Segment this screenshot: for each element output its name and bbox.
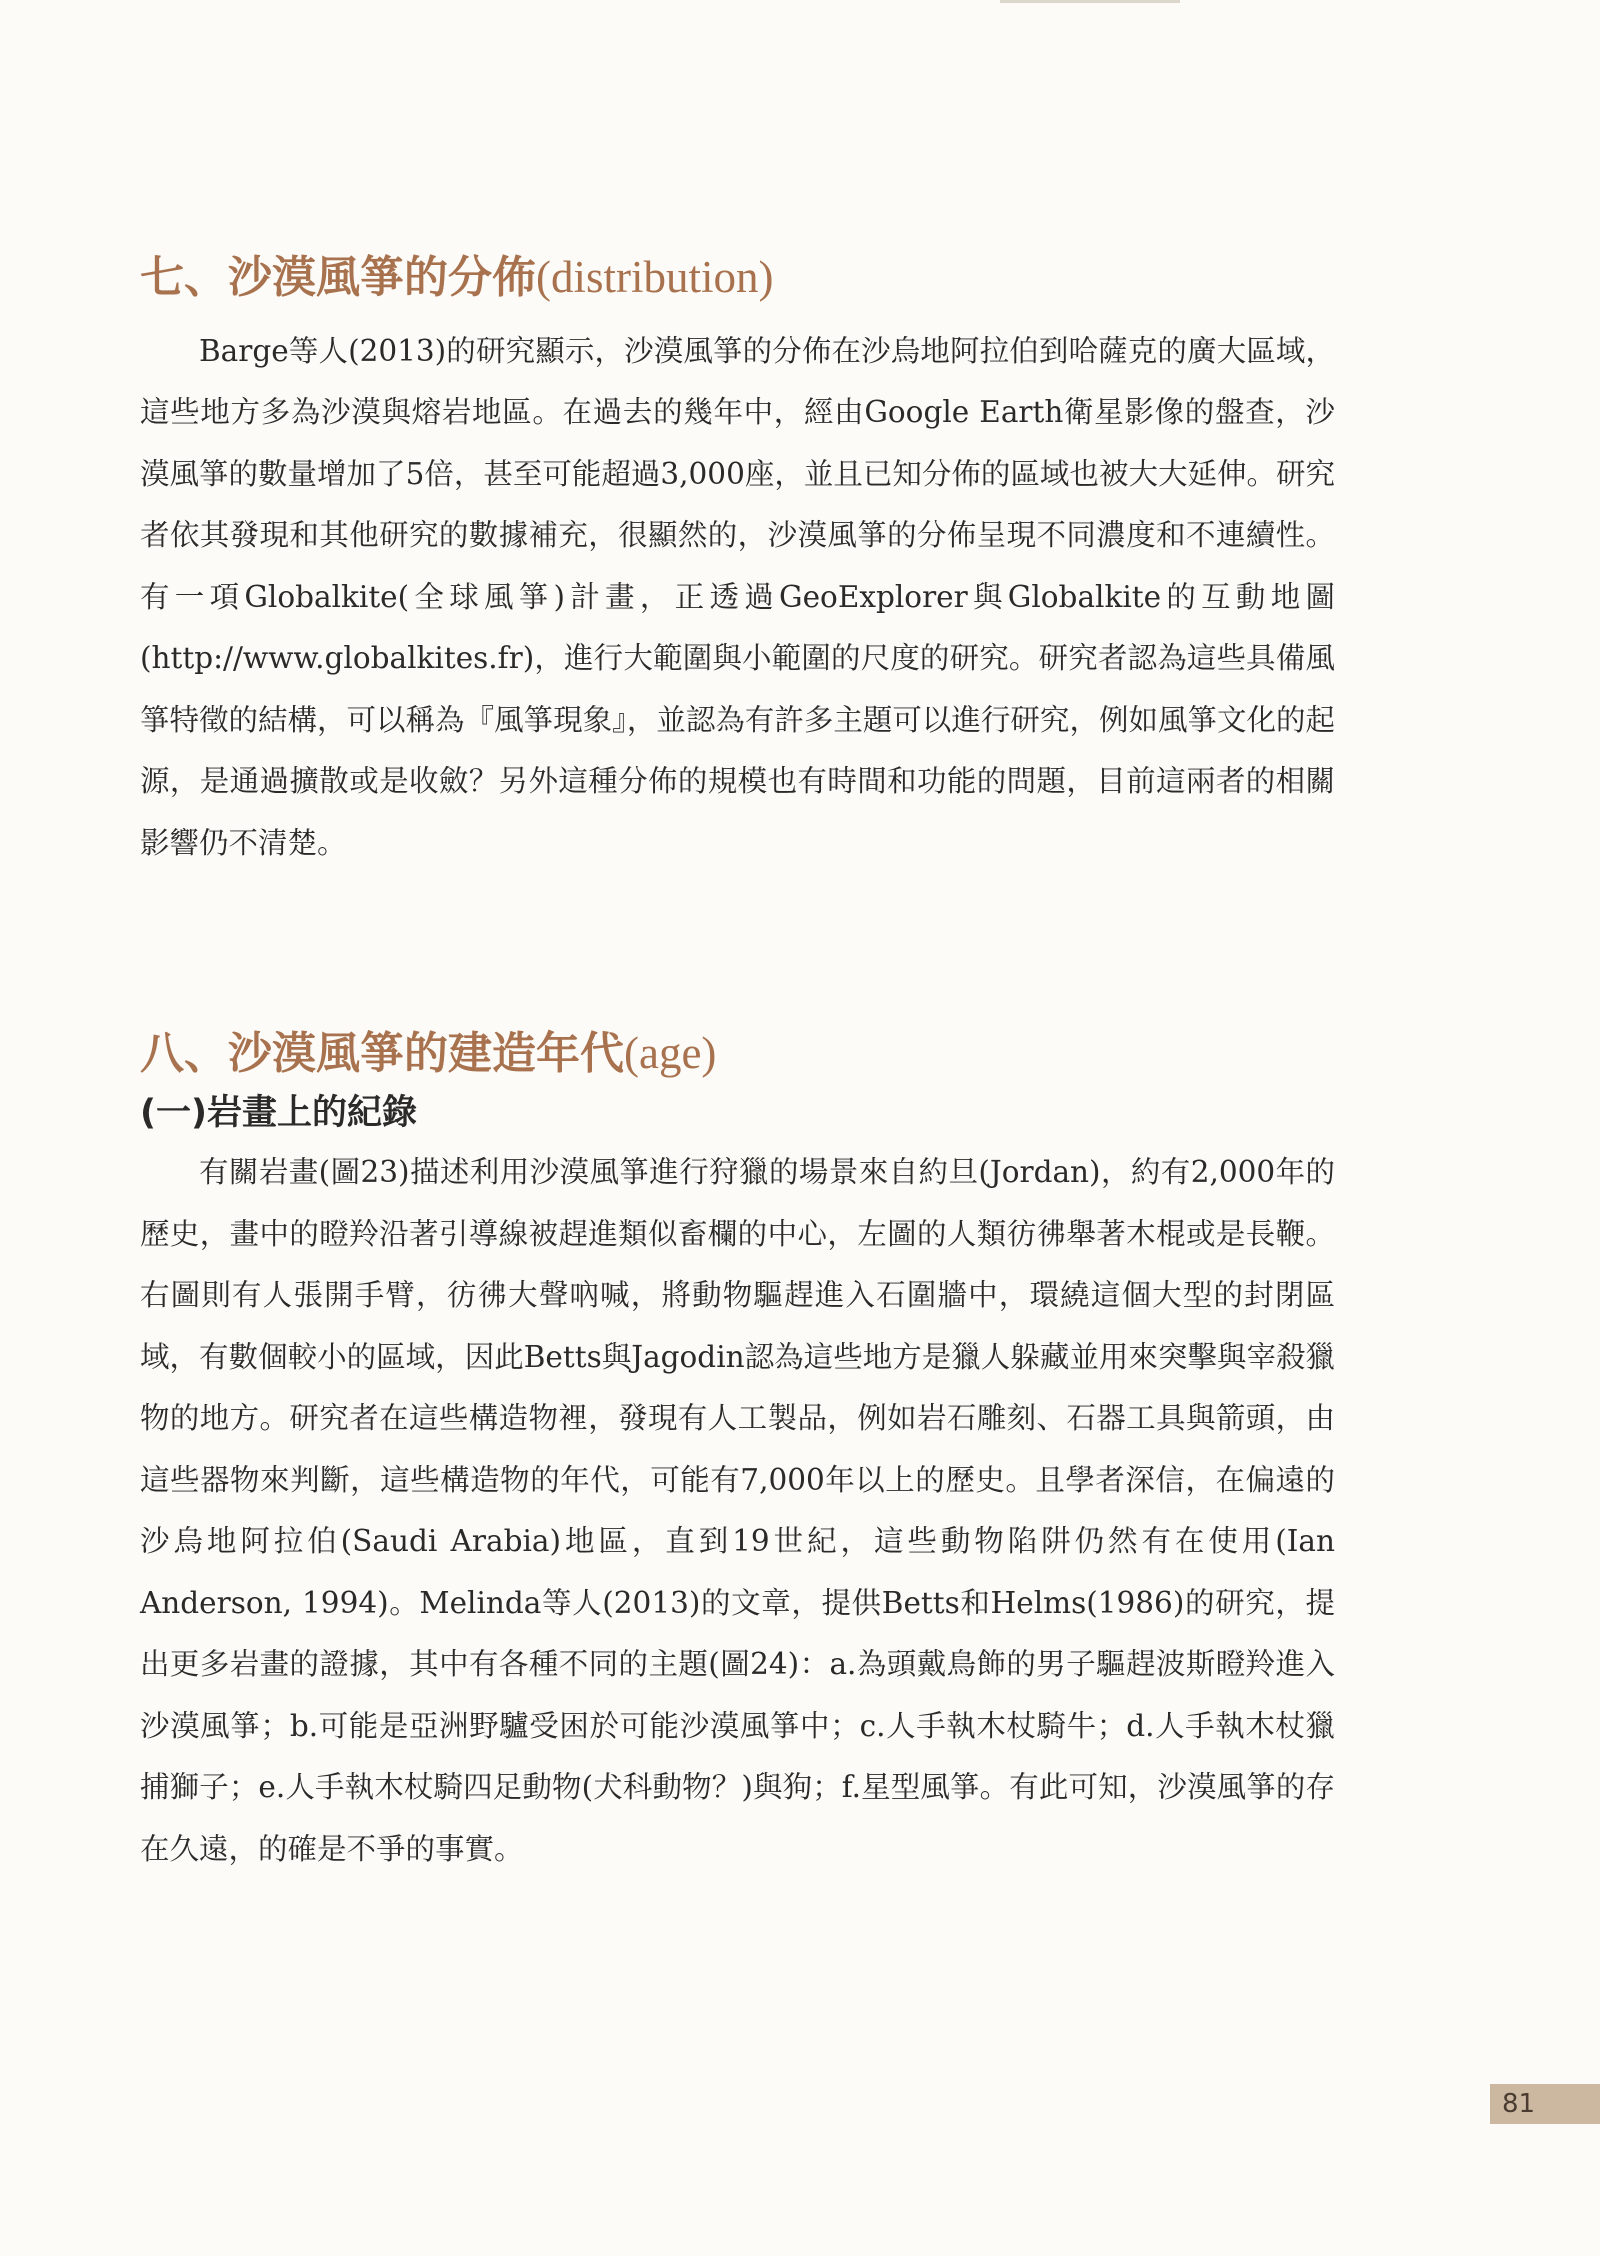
section-heading-distribution — [140, 250, 1335, 305]
subsection-heading-rock-art: (一)岩畫上的紀錄 — [140, 1093, 417, 1134]
section-heading-age — [140, 1026, 1335, 1081]
page-number: 81 — [1490, 2084, 1600, 2124]
section-heading-zh: 七、沙漠風箏的分佈 — [140, 252, 536, 303]
section-heading-en: (age) — [624, 1028, 717, 1079]
top-edge-rule — [1000, 0, 1180, 3]
distribution-paragraph: Barge等人(2013)的研究顯示，沙漠風箏的分佈在沙烏地阿拉伯到哈薩克的廣大區域，這些地方多為沙漠與熔岩地區。在過去的幾年中，經由Google Earth衛星影像的盤查，沙漠風箏的數量增加了5倍，甚至可能超過3,000座，並且已知分佈的區域也被大大延伸。研究者依其發現和其他研究的數據補充，很顯然的，沙漠風箏的分佈呈現不同濃度和不連續性。有一項Globalkite(全球風箏)計畫，正透過GeoExplorer與Globalkite的互動地圖(http://www.globalkites.fr)，進行大範圍與小範圍的尺度的研究。研究者認為這些具備風箏特徵的結構，可以稱為『風箏現象』，並認為有許多主題可以進行研究，例如風箏文化的起源，是通過擴散或是收斂？另外這種分佈的規模也有時間和功能的問題，目前這兩者的相關影響仍不清楚。 — [140, 333, 1335, 860]
page-content — [140, 250, 1335, 1880]
rock-art-paragraph: 有關岩畫(圖23)描述利用沙漠風箏進行狩獵的場景來自約旦(Jordan)，約有2,000年的歷史，畫中的瞪羚沿著引導線被趕進類似畜欄的中心，左圖的人類彷彿舉著木棍或是長鞭。右圖則有人張開手臂，彷彿大聲吶喊，將動物驅趕進入石圍牆中，環繞這個大型的封閉區域，有數個較小的區域，因此Betts與Jagodin認為這些地方是獵人躲藏並用來突擊與宰殺獵物的地方。研究者在這些構造物裡，發現有人工製品，例如岩石雕刻、石器工具與箭頭，由這些器物來判斷，這些構造物的年代，可能有7,000年以上的歷史。且學者深信，在偏遠的沙烏地阿拉伯(Saudi Arabia)地區，直到19世紀，這些動物陷阱仍然有在使用(Ian Anderson, 1994)。Melinda等人(2013)的文章，提供Betts和Helms(1986)的研究，提出更多岩畫的證據，其中有各種不同的主題(圖24)：a.為頭戴鳥飾的男子驅趕波斯瞪羚進入沙漠風箏；b.可能是亞洲野驢受困於可能沙漠風箏中；c.人手執木杖騎牛；d.人手執木杖獵捕獅子；e.人手執木杖騎四足動物(犬科動物？)與狗；f.星型風箏。有此可知，沙漠風箏的存在久遠，的確是不爭的事實。 — [140, 1155, 1335, 1866]
section-heading-en: (distribution) — [536, 252, 774, 302]
section-age — [140, 1026, 1335, 1880]
section-heading-zh: 八、沙漠風箏的建造年代 — [140, 1028, 624, 1080]
section-distribution — [140, 250, 1335, 874]
